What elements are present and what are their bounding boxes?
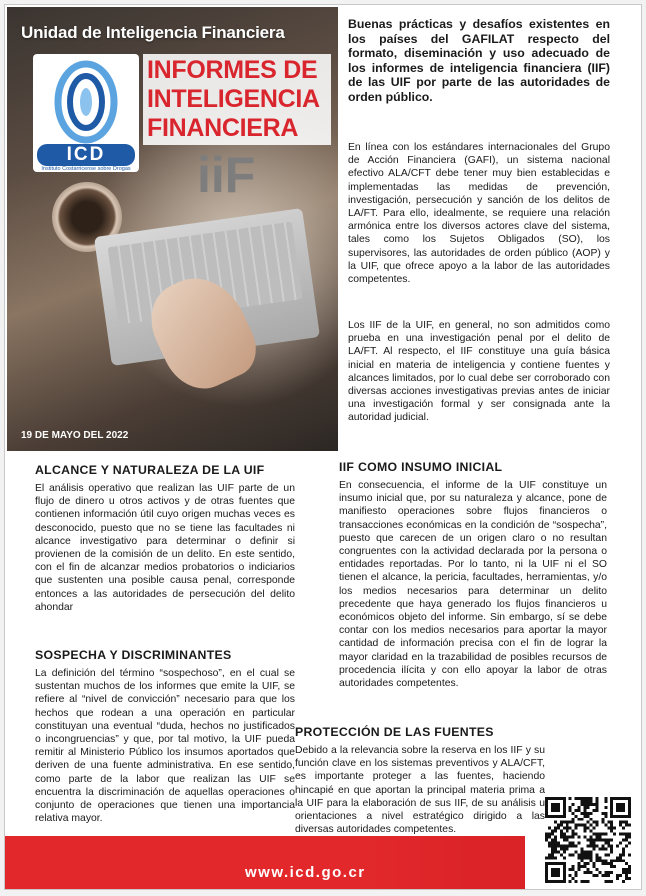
flyer-page — [4, 4, 642, 890]
document-title — [143, 54, 331, 145]
title-line: INFORMES DE — [147, 56, 318, 84]
logo-subtext: Instituto Costarricense sobre Drogas — [41, 166, 131, 172]
section-alcance — [35, 463, 295, 614]
logo-swirl-icon — [43, 60, 129, 144]
section-insumo — [339, 460, 607, 690]
qr-code-icon[interactable] — [545, 797, 631, 883]
org-name: Unidad de Inteligencia Financiera — [21, 23, 285, 42]
intro-paragraph: En línea con los estándares internacionales del Grupo de Acción Financiera (GAFI), un sistema nacional efectivo ALA/CFT debe tener muy bien establecidas e implementadas las medidas de prevención, investigación, persecución y sanción de los delitos de LA/FT. Para ello, idealmente, se requiere una relación armónica entre los diversos actores clave del sistema, tales como los Sujetos Obligados (SO), los supervisores, las autoridades de orden público (AOP) y la UIF, que ofrece apoyo a la labor de las autoridades competentes. — [348, 142, 610, 286]
section-sospecha — [35, 648, 295, 825]
title-line: FINANCIERA — [147, 114, 299, 142]
section-title: SOSPECHA Y DISCRIMINANTES — [35, 648, 232, 662]
title-line: INTELIGENCIA — [147, 85, 320, 113]
website-link[interactable]: www.icd.go.cr — [245, 864, 366, 881]
section-proteccion — [295, 725, 545, 836]
section-body: Debido a la relevancia sobre la reserva en los IIF y su función clave en los sistemas preventivos y ALA/CFT, es importante proteger a las fuentes, haciendo hincapié en que aportan la principal materia prima a la UIF para la elaboración de sus IIF, de su análisis u orientaciones a nivel estratégico dirigido a las diversas autoridades competentes. — [295, 745, 545, 836]
section-body: La definición del término “sospechoso”, en el cual se sustentan muchos de los informes que emite la UIF, se refiere al “nivel de convicción” necesario para que los hechos que rodean a una operación en particular constituyan una eventual “duda, hechos no justificados o incongruencias” y que, por tal motivo, la UIF pueda remitir al Ministerio Público los insumos aportados que deriven de una fuente administrativa. En ese sentido, como parte de la labor que realizan las UIF se encuentra la discriminación de aquellas operaciones o conjunto de operaciones que tienen una importancia relativa mayor. — [35, 668, 295, 825]
section-title: IIF COMO INSUMO INICIAL — [339, 460, 503, 474]
section-title: ALCANCE Y NATURALEZA DE LA UIF — [35, 463, 265, 477]
intro-paragraph: Los IIF de la UIF, en general, no son admitidos como prueba en una investigación penal por el delito de LA/FT. Al respecto, el IIF constituye una guía básica inicial en materia de inteligencia y contiene fuentes y alcances limitados, por lo cual debe ser corroborado con diversas acciones investigativas previas antes de iniciar una investigación formal y ser consignada ante la autoridad judicial. — [348, 320, 610, 424]
intro-title: Buenas prácticas y desafíos existentes en los países del GAFILAT respecto del formato, diseminación y uso adecuado de los informes de inteligencia financiera (IIF) de las UIF por parte de las autoridades de orden público. — [348, 17, 610, 104]
publication-date: 19 DE MAYO DEL 2022 — [21, 430, 129, 441]
icd-logo — [33, 54, 139, 172]
logo-text: ICD — [37, 144, 135, 166]
section-body: El análisis operativo que realizan las UIF parte de un flujo de dinero u otros activos y de otras fuentes que contienen información útil cuyo origen muchas veces es desconocido, puesto que no se tiene las facultades ni alcance investigativo para determinar o definir si provienen de la comisión de un delito. En este sentido, con el fin de alcanzar medios probatorios o indiciarios que sustenten una posible causa penal, corresponde entonces a las autoridades de persecución del delito ahondar — [35, 483, 295, 613]
section-body: En consecuencia, el informe de la UIF constituye un insumo inicial que, por su naturaleza y alcance, pone de manifiesto operaciones sobre flujos financieros o transacciones económicas en la condición de “sospecha”, puesto que carecen de un origen claro o no resultan congruentes con la actividad declarada por la persona o entidades reportadas. Por lo tanto, ni la UIF ni el SO tienen el alcance, la pericia, facultades, herramientas, y/o los medios necesarios para determinar un delito precedente que haya generado los flujos financieros u económicos objeto del informe. Sin embargo, sí se debe contar con los medios necesarios para aportar la mayor cantidad de información precisa con el fin de lograr la mayor claridad en la trazabilidad de posibles recursos de procedencia ilícita y con ello apoyar la labor de otras autoridades competentes. — [339, 480, 607, 690]
hero-photo — [7, 7, 338, 451]
acronym: iiF — [197, 147, 256, 203]
section-title: PROTECCIÓN DE LAS FUENTES — [295, 725, 494, 739]
